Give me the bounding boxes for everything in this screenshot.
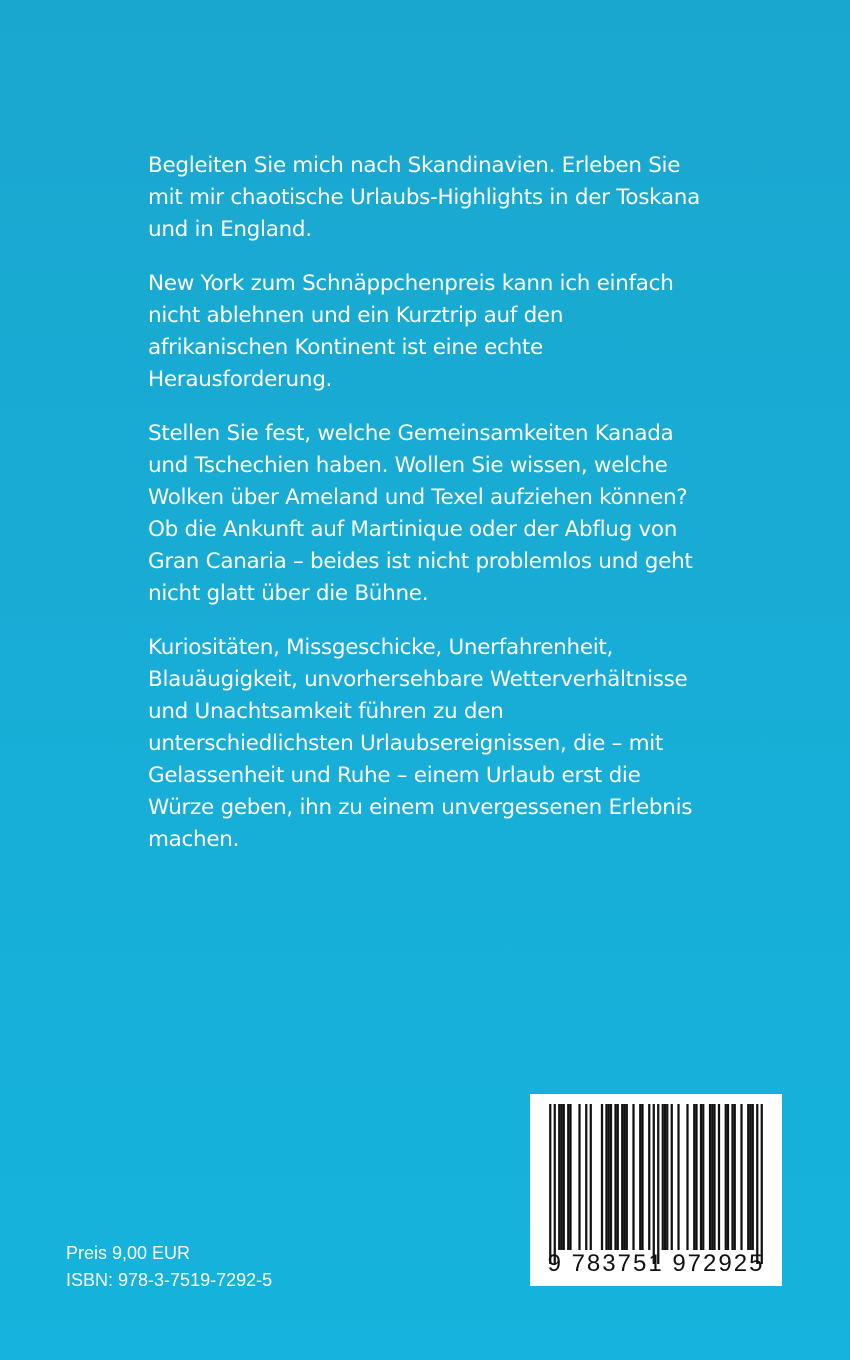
barcode-bar (610, 1104, 612, 1250)
barcode-bar (653, 1104, 655, 1264)
barcode-bar (709, 1104, 711, 1250)
barcode-bar (702, 1104, 704, 1250)
barcode-bar (700, 1104, 702, 1250)
barcode-bar (734, 1104, 736, 1250)
barcode-bar (632, 1104, 634, 1250)
barcode-bar (756, 1104, 758, 1264)
barcode-bar (554, 1104, 556, 1264)
barcode-bar (752, 1104, 754, 1250)
barcode-bar (648, 1104, 650, 1250)
blurb-paragraph-1: Begleiten Sie mich nach Skandinavien. Erleben Sie mit mir chaotische Urlaubs-Highlights in der Toskana und in England. (148, 153, 700, 242)
barcode-bar (664, 1104, 666, 1250)
barcode-bar (567, 1104, 569, 1250)
barcode-bar (621, 1104, 623, 1250)
barcode-bar (657, 1104, 659, 1264)
barcode-bar (558, 1104, 560, 1250)
barcode-bar (749, 1104, 751, 1250)
barcode-bar (693, 1104, 695, 1250)
barcode-bar (549, 1104, 551, 1264)
barcode-bar (713, 1104, 715, 1250)
barcode-bar (666, 1104, 668, 1250)
barcode-bar (608, 1104, 610, 1250)
barcode-bar (718, 1104, 720, 1250)
barcode-bar (560, 1104, 562, 1250)
barcode-digits: 9 783751 972925 (547, 1250, 765, 1277)
barcode-bar (686, 1104, 688, 1250)
blurb-text (148, 150, 708, 878)
barcode-bar (605, 1104, 607, 1250)
blurb-paragraph-2: New York zum Schnäppchenpreis kann ich einfach nicht ablehnen und ein Kurztrip auf den afrikanischen Kontinent ist eine echte Herausforderung. (148, 271, 674, 392)
barcode-bar (578, 1104, 580, 1250)
barcode-bar (695, 1104, 697, 1250)
barcode-bar (711, 1104, 713, 1250)
barcode-bar (639, 1104, 641, 1250)
barcode-bar (590, 1104, 592, 1250)
barcode-bar (614, 1104, 616, 1250)
barcode-bar (747, 1104, 749, 1250)
barcode-bar (617, 1104, 619, 1250)
barcode-bar (569, 1104, 571, 1250)
barcode-bar (727, 1104, 729, 1250)
barcode-bar (677, 1104, 679, 1250)
barcode-bar (761, 1104, 763, 1264)
blurb-paragraph-4: Kuriositäten, Missgeschicke, Unerfahrenheit, Blauäugigkeit, unvorhersehbare Wetterverhältnisse und Unachtsamkeit führen zu den unterschiedlichsten Urlaubsereignissen, die – mit Gelassenheit und Ruhe – einem Urlaub erst die Würze geben, ihn zu einem unvergessenen Erlebnis machen. (148, 635, 693, 852)
barcode-bar (601, 1104, 603, 1250)
blurb-paragraph-3: Stellen Sie fest, welche Gemeinsamkeiten Kanada und Tschechien haben. Wollen Sie wissen, welche Wolken über Ameland und Texel aufziehen können? Ob die Ankunft auf Martinique oder der Abflug von Gran Canaria – beides ist nicht problemlos und geht nicht glatt über die Bühne. (148, 421, 693, 606)
barcode-bar (662, 1104, 664, 1250)
barcode (530, 1094, 782, 1286)
price-label: Preis 9,00 EUR (66, 1243, 191, 1263)
barcode-bar (641, 1104, 643, 1250)
barcode-bar (623, 1104, 625, 1250)
barcode-bar (626, 1104, 628, 1250)
barcode-bar (725, 1104, 727, 1250)
barcode-bar (731, 1104, 733, 1250)
book-meta (66, 1240, 272, 1294)
barcode-bar (585, 1104, 587, 1250)
barcode-bar (740, 1104, 742, 1250)
barcode-bar (563, 1104, 565, 1250)
barcode-bar (671, 1104, 673, 1250)
isbn-label: ISBN: 978-3-7519-7292-5 (66, 1270, 273, 1290)
